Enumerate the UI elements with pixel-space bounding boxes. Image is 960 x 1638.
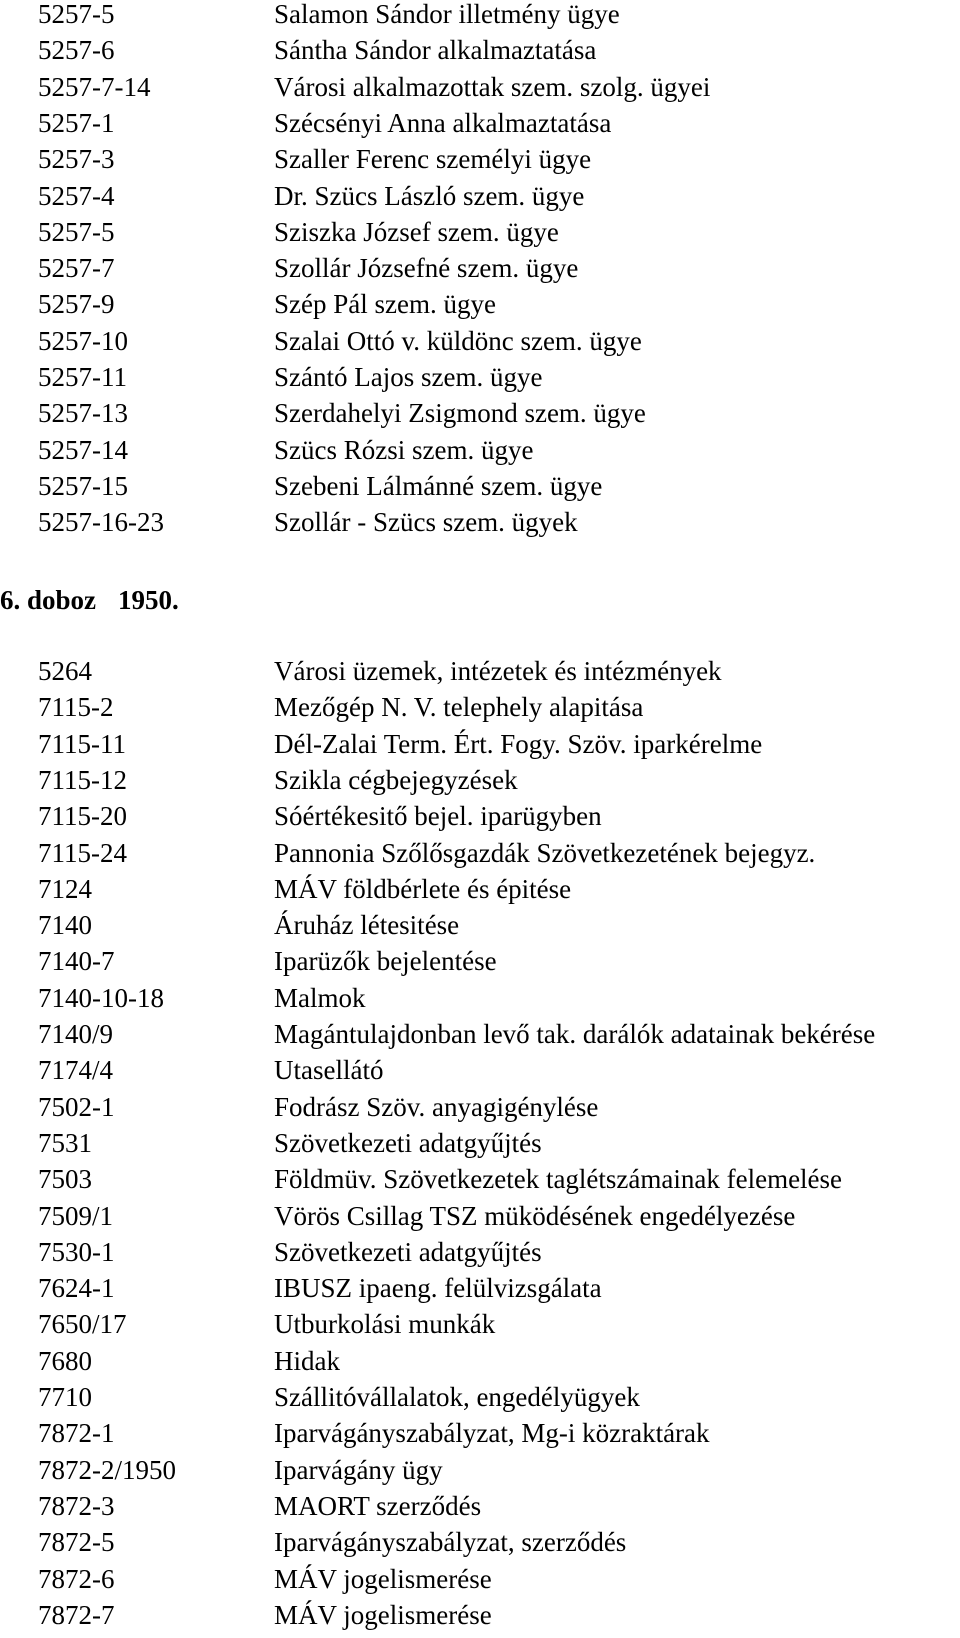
record-description: Városi üzemek, intézetek és intézmények [274, 656, 722, 686]
record-code: 7509/1 [38, 1200, 114, 1231]
record-code: 5257-7-14 [38, 71, 151, 102]
record-code: 7680 [38, 1345, 92, 1376]
record-description: MÁV földbérlete és épitése [274, 873, 572, 904]
record-code: 5257-5 [38, 216, 115, 247]
record-description: Szollár Józsefné szem. ügye [274, 253, 579, 284]
record-description: Városi alkalmazottak szem. szolg. ügyei [274, 71, 711, 102]
record-code: 5257-7 [38, 253, 115, 284]
record-code: 7872-3 [38, 1490, 115, 1521]
record-description: Szántó Lajos szem. ügye [274, 362, 543, 392]
record-code: 7115-11 [38, 728, 126, 759]
record-description: Hidak [274, 1345, 340, 1376]
record-code: 7624-1 [38, 1273, 115, 1304]
record-code: 7140-7 [38, 946, 115, 977]
record-description: MÁV jogelismerése [274, 1599, 492, 1630]
record-code: 5257-10 [38, 325, 128, 356]
record-description: Szalai Ottó v. küldönc szem. ügye [274, 325, 642, 356]
record-description: Mezőgép N. V. telephely alapitása [274, 692, 644, 723]
record-description: Iparvágány ügy [274, 1454, 443, 1485]
record-code: 5257-6 [38, 35, 115, 66]
record-code: 7650/17 [38, 1309, 127, 1340]
record-description: MAORT szerződés [274, 1490, 482, 1521]
record-code: 7872-7 [38, 1599, 115, 1630]
record-description: Pannonia Szőlősgazdák Szövetkezetének bejegyz. [274, 837, 816, 868]
record-description: Szécsényi Anna alkalmaztatása [274, 107, 612, 138]
box-number: 6. doboz [0, 585, 97, 615]
record-description: Utasellátó [274, 1055, 384, 1086]
record-code: 7115-2 [38, 692, 114, 723]
record-code: 7872-5 [38, 1527, 115, 1558]
record-code: 7115-20 [38, 801, 127, 832]
record-description: Szikla cégbejegyzések [274, 764, 518, 795]
record-code: 7124 [38, 873, 92, 904]
record-code: 5257-13 [38, 398, 128, 429]
record-description: Sóértékesitő bejel. iparügyben [274, 801, 602, 832]
record-code: 7530-1 [38, 1236, 115, 1267]
record-code: 5257-14 [38, 434, 128, 465]
record-description: Sántha Sándor alkalmaztatása [274, 35, 597, 66]
record-description: Dél-Zalai Term. Ért. Fogy. Szöv. iparkérelme [274, 728, 763, 759]
record-code: 7115-24 [38, 837, 127, 868]
record-code: 7115-12 [38, 764, 127, 795]
record-description: Szép Pál szem. ügye [274, 289, 496, 320]
record-description: Utburkolási munkák [274, 1309, 496, 1340]
record-description: Sziszka József szem. ügye [274, 216, 559, 247]
record-code: 5257-3 [38, 144, 115, 175]
record-description: Dr. Szücs László szem. ügye [274, 180, 585, 211]
record-description: IBUSZ ipaeng. felülvizsgálata [274, 1273, 602, 1304]
record-code: 7710 [38, 1382, 92, 1412]
record-code: 5257-5 [38, 0, 115, 29]
record-description: Szerdahelyi Zsigmond szem. ügye [274, 398, 646, 429]
record-code: 5264 [38, 656, 92, 686]
record-description: Szövetkezeti adatgyűjtés [274, 1236, 542, 1267]
record-description: Szaller Ferenc személyi ügye [274, 144, 592, 175]
record-description: Szollár - Szücs szem. ügyek [274, 507, 578, 538]
record-description: Iparüzők bejelentése [274, 946, 497, 977]
record-description: Földmüv. Szövetkezetek taglétszámainak felemelése [274, 1164, 843, 1195]
record-code: 5257-16-23 [38, 507, 164, 538]
record-code: 5257-4 [38, 180, 115, 211]
record-description: Magántulajdonban levő tak. darálók adatainak bekérése [274, 1019, 876, 1049]
record-description: MÁV jogelismerése [274, 1563, 492, 1594]
record-description: Malmok [274, 982, 366, 1013]
record-description: Szövetkezeti adatgyűjtés [274, 1127, 542, 1158]
record-description: Iparvágányszabályzat, szerződés [274, 1527, 627, 1558]
record-code: 7503 [38, 1164, 92, 1195]
record-code: 7140/9 [38, 1019, 114, 1049]
record-code: 7872-6 [38, 1563, 115, 1594]
record-description: Szállitóvállalatok, engedélyügyek [274, 1382, 640, 1412]
record-code: 7872-2/1950 [38, 1454, 176, 1485]
record-code: 5257-9 [38, 289, 115, 320]
record-code: 5257-1 [38, 107, 115, 138]
record-code: 7502-1 [38, 1091, 115, 1122]
record-description: Áruház létesitése [274, 910, 460, 941]
record-description: Fodrász Szöv. anyagigénylése [274, 1091, 599, 1122]
record-code: 7140-10-18 [38, 982, 164, 1013]
record-description: Salamon Sándor illetmény ügye [274, 0, 620, 29]
record-code: 7174/4 [38, 1055, 114, 1086]
record-code: 7872-1 [38, 1418, 115, 1449]
record-code: 7531 [38, 1127, 92, 1158]
record-code: 5257-11 [38, 362, 127, 392]
record-code: 5257-15 [38, 470, 128, 501]
record-code: 7140 [38, 910, 92, 941]
record-description: Vörös Csillag TSZ müködésének engedélyezése [274, 1200, 796, 1231]
record-description: Iparvágányszabályzat, Mg-i közraktárak [274, 1418, 710, 1449]
record-description: Szücs Rózsi szem. ügye [274, 434, 534, 465]
record-description: Szebeni Lálmánné szem. ügye [274, 470, 603, 501]
box-year: 1950. [118, 585, 179, 615]
